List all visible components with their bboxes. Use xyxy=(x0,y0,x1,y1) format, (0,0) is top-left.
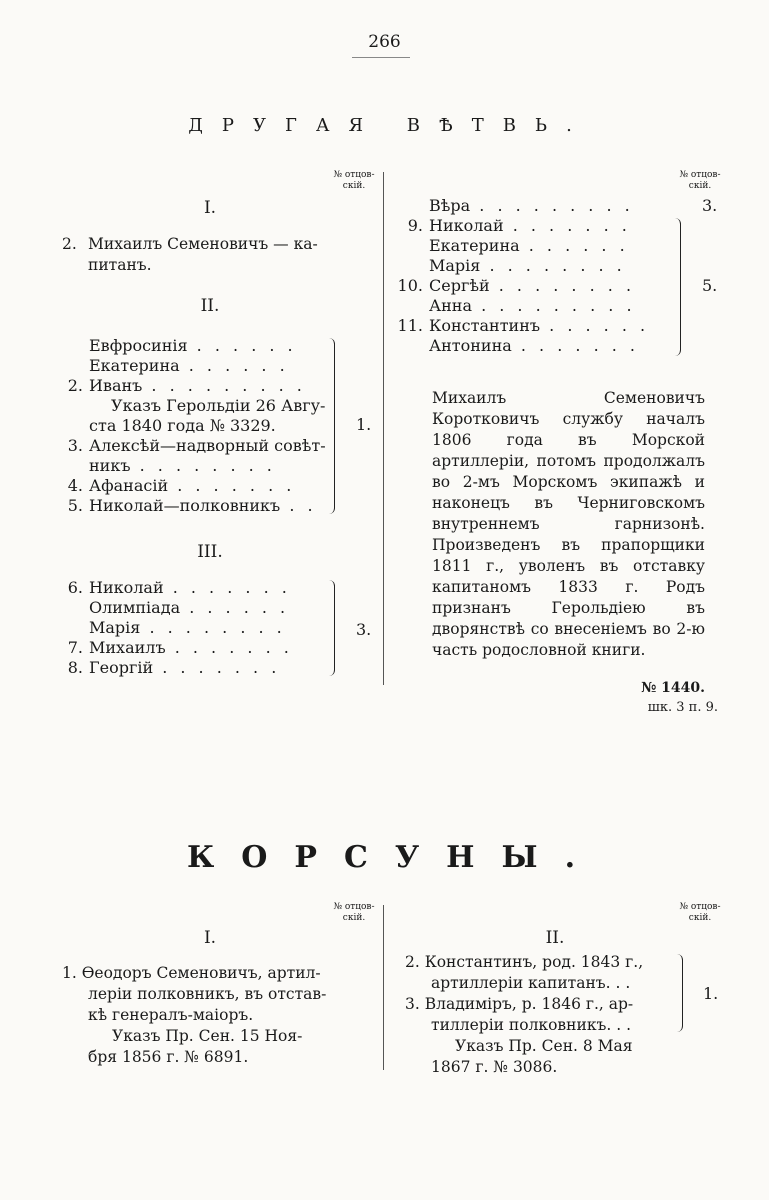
section-title-korsuny: КОРСУНЫ. xyxy=(186,840,603,875)
page-number: 266 xyxy=(368,32,401,52)
entry-line: питанъ. xyxy=(88,256,152,274)
father-ref-gen2: 1. xyxy=(356,415,372,434)
record-number: № 1440. xyxy=(641,680,705,696)
brace-korsuny xyxy=(676,954,683,1032)
entry-feodor xyxy=(62,963,352,1068)
brace-gen2 xyxy=(328,338,335,514)
list-item: Екатерина . . . . . . xyxy=(429,236,629,255)
entry-mikhail xyxy=(62,234,352,276)
list-item: Анна . . . . . . . . . xyxy=(429,296,636,315)
column-divider-bottom xyxy=(383,905,384,1070)
record-location: шк. 3 п. 9. xyxy=(647,700,718,715)
entry-line: 2. Константинъ, род. 1843 г., xyxy=(405,953,644,971)
column-note-right: № отцов-скій. xyxy=(679,170,721,191)
list-item: Екатерина . . . . . . xyxy=(89,356,289,375)
list-item: 5. Николай—полковникъ . . xyxy=(67,496,317,515)
column-note-left-bottom: № отцов-скій. xyxy=(333,902,375,923)
column-note-right-bottom: № отцов-скій. xyxy=(679,902,721,923)
gen2-list xyxy=(55,336,335,516)
list-item: Вѣра . . . . . . . . . xyxy=(429,196,634,215)
list-item: 6. Николай . . . . . . . xyxy=(67,578,291,597)
entry-line: 1. Ѳеодоръ Семеновичъ, артил- xyxy=(62,964,321,982)
list-item: 4. Афанасій . . . . . . . xyxy=(67,476,296,495)
entry-line: бря 1856 г. № 6891. xyxy=(88,1048,249,1066)
generation-heading-2: II. xyxy=(200,296,220,316)
gen3-list xyxy=(55,578,335,678)
gen-right-list xyxy=(395,196,680,356)
entries-konstantin-vladimir xyxy=(405,952,680,1078)
list-item: 10. Сергѣй . . . . . . . . xyxy=(397,276,636,295)
entry-line: 3. Владиміръ, р. 1846 г., ар- xyxy=(405,995,634,1013)
entry-line: 1867 г. № 3086. xyxy=(431,1058,558,1076)
list-item: 3. Алексѣй—надворный совѣт- xyxy=(67,436,326,455)
father-ref-korsuny: 1. xyxy=(703,984,719,1003)
generation-heading-1: I. xyxy=(203,198,217,218)
brace-gen3 xyxy=(328,580,335,676)
father-ref-group: 5. xyxy=(702,276,718,295)
list-item: 7. Михаилъ . . . . . . . xyxy=(67,638,293,657)
biography-paragraph: Михаилъ Семеновичъ Коротковичъ службу началъ 1806 года въ Морской артиллеріи, потомъ продолжалъ во 2-мъ Морскомъ экипажѣ и наконецъ въ Черниговскомъ внутреннемъ гарнизонѣ. Произведенъ въ прапорщики 1811 г., уволенъ въ отставку капитаномъ 1833 г. Родъ признанъ Герольдіею въ дворянствѣ со внесеніемъ во 2-ю часть родословной книги. xyxy=(432,389,705,659)
list-item: Антонина . . . . . . . xyxy=(429,336,639,355)
list-item: 11. Константинъ . . . . . . xyxy=(397,316,650,335)
section-title-druga-vetv: ДРУГАЯ ВѢТВЬ. xyxy=(188,115,591,136)
list-item: ста 1840 года № 3329. xyxy=(89,416,276,435)
generation-heading-korsuny-2: II. xyxy=(545,928,565,948)
column-note-left: № отцов-скій. xyxy=(333,170,375,191)
father-ref-vera: 3. xyxy=(702,196,718,215)
list-item: никъ . . . . . . . . xyxy=(89,456,276,475)
generation-heading-3: III. xyxy=(197,542,223,562)
brace-right xyxy=(674,218,681,356)
entry-line: Указъ Пр. Сен. 15 Ноя- xyxy=(112,1027,303,1045)
entry-line: артиллеріи капитанъ. . . xyxy=(431,974,631,992)
father-ref-gen3: 3. xyxy=(356,620,372,639)
entry-line: леріи полковникъ, въ отстав- xyxy=(88,985,327,1003)
generation-heading-korsuny-1: I. xyxy=(203,928,217,948)
entry-line: кѣ генералъ-маіоръ. xyxy=(88,1006,254,1024)
entry-line: Михаилъ Семеновичъ — ка- xyxy=(88,235,318,253)
column-divider-top xyxy=(383,172,384,685)
list-item: 9. Николай . . . . . . . xyxy=(407,216,631,235)
list-item: Олимпіада . . . . . . xyxy=(89,598,290,617)
list-item: 8. Георгій . . . . . . . xyxy=(67,658,281,677)
list-item: 2. Иванъ . . . . . . . . . xyxy=(67,376,306,395)
entry-line: Указъ Пр. Сен. 8 Мая xyxy=(455,1037,633,1055)
list-item: Евфросинія . . . . . . xyxy=(89,336,297,355)
page-number-rule xyxy=(352,57,410,58)
entry-number: 2. xyxy=(62,235,77,253)
entry-line: тиллеріи полковникъ. . . xyxy=(431,1016,632,1034)
list-item: Указъ Герольдіи 26 Авгу- xyxy=(111,396,326,415)
list-item: Марія . . . . . . . . xyxy=(89,618,286,637)
list-item: Марія . . . . . . . . xyxy=(429,256,626,275)
